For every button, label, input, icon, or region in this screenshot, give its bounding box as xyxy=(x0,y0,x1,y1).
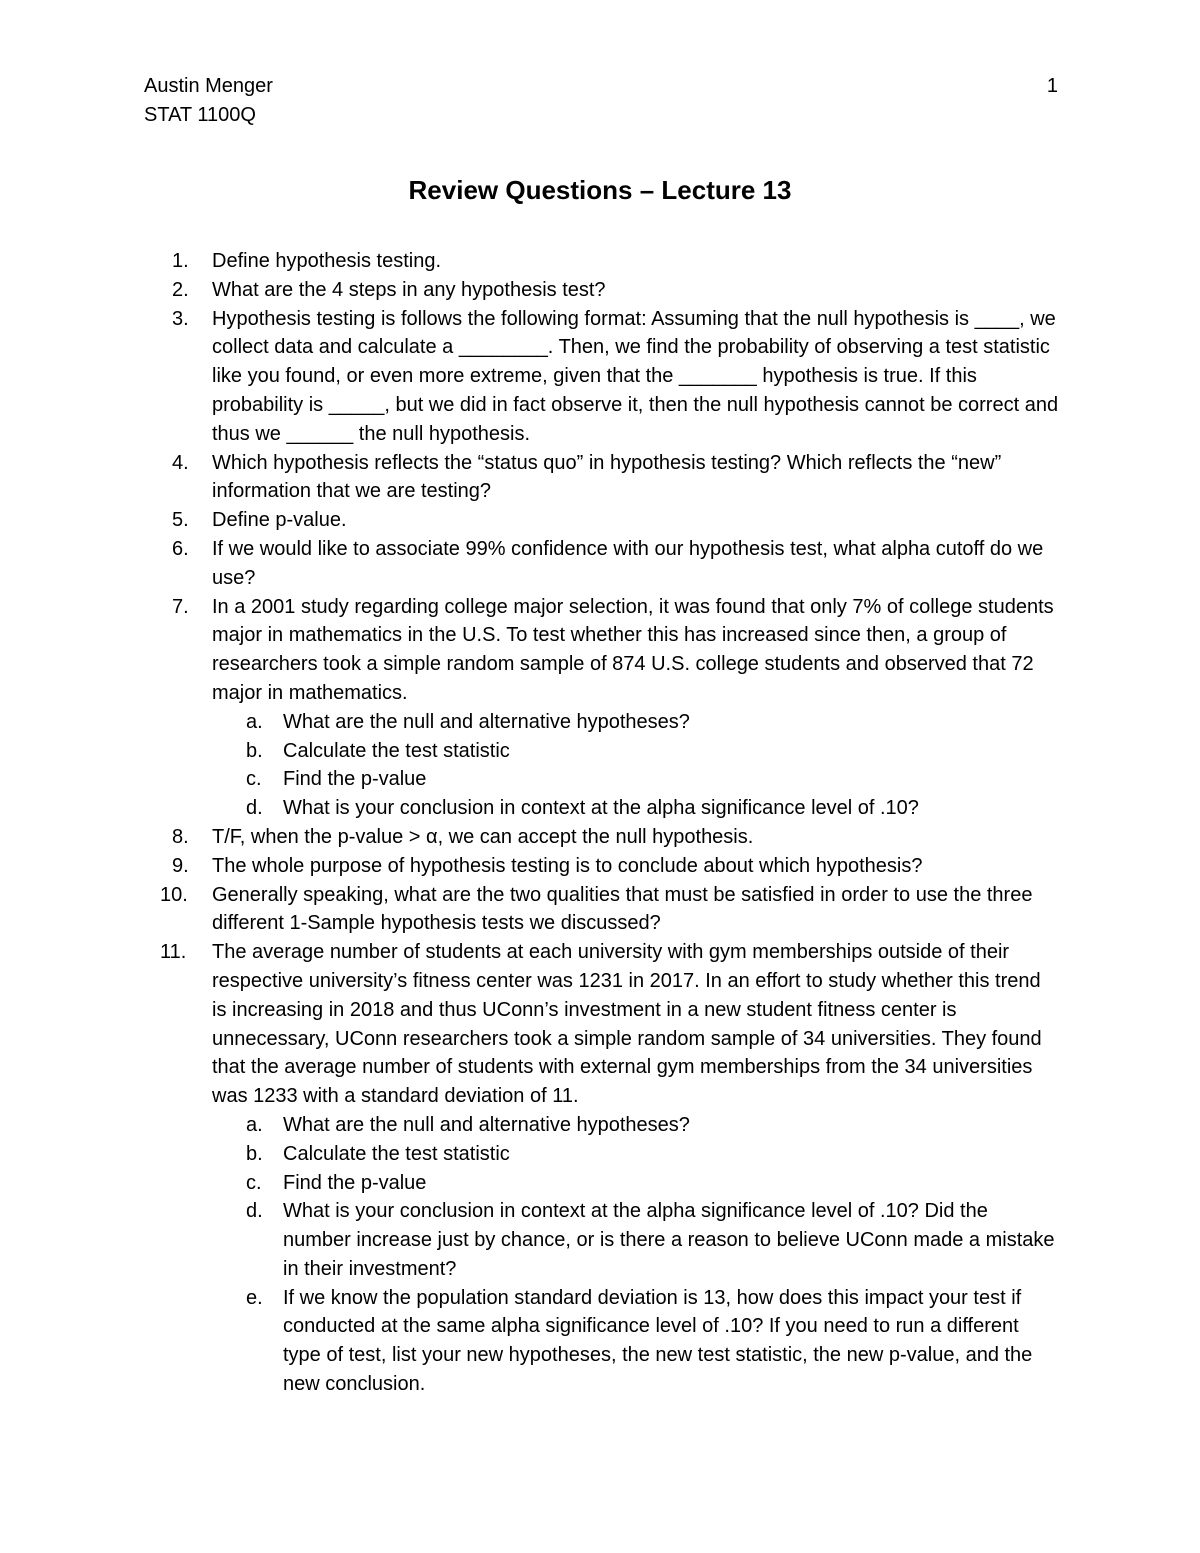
question-text: What are the 4 steps in any hypothesis test? xyxy=(212,278,606,301)
sub-question-letter: a. xyxy=(246,710,263,733)
sub-question-letter: d. xyxy=(246,797,263,820)
page-header-left xyxy=(144,72,273,130)
question-item xyxy=(144,823,1059,852)
sub-question-text: Find the p-value xyxy=(283,1171,427,1194)
question-number: 6. xyxy=(172,537,189,560)
question-text: Hypothesis testing is follows the following format: Assuming that the null hypothesis is ____, we collect data and calculate a ________. Then, we find the probability of observing a test statistic like you found, or even more extreme, given that the _______ hypothesis is true. If this probability is _____, but we did in fact observe it, then the null hypothesis cannot be correct and thus we ______ the null hypothesis. xyxy=(212,307,1059,445)
sub-question-item xyxy=(144,1111,1059,1140)
sub-question-letter: b. xyxy=(246,739,263,762)
question-text: Define hypothesis testing. xyxy=(212,250,442,272)
question-text: Which hypothesis reflects the “status quo” in hypothesis testing? Which reflects the “new” information that we are testing? xyxy=(212,451,1002,503)
sub-question-text: Calculate the test statistic xyxy=(283,1142,510,1165)
sub-question-item xyxy=(144,1140,1059,1169)
question-number: 3. xyxy=(172,307,189,330)
author-name: Austin Menger xyxy=(144,75,273,97)
question-text: The average number of students at each university with gym memberships outside of their respective university’s fitness center was 1231 in 2017. In an effort to study whether this trend is increasing in 2018 and thus UConn’s investment in a new student fitness center is unnecessary, UConn researchers took a simple random sample of 34 universities. They found that the average number of students with external gym memberships from the 34 universities was 1233 with a standard deviation of 11. xyxy=(212,941,1042,1108)
question-number: 5. xyxy=(172,509,189,532)
sub-question-item xyxy=(144,708,1059,737)
sub-question-item xyxy=(144,765,1059,794)
question-number: 11. xyxy=(160,941,187,964)
sub-question-item xyxy=(144,794,1059,823)
question-number: 10. xyxy=(160,883,188,906)
question-number: 9. xyxy=(172,854,189,877)
question-text: In a 2001 study regarding college major selection, it was found that only 7% of college students major in mathematics in the U.S. To test whether this has increased since then, a group of researchers took a simple random sample of 874 U.S. college students and observed that 72 major in mathematics. xyxy=(212,595,1054,704)
sub-question-letter: b. xyxy=(246,1142,263,1165)
question-item xyxy=(144,593,1059,823)
question-text: T/F, when the p-value > α, we can accept the null hypothesis. xyxy=(212,825,754,848)
question-item xyxy=(144,305,1059,449)
sub-question-item xyxy=(144,1197,1059,1283)
sub-question-item xyxy=(144,1169,1059,1198)
sub-question-item xyxy=(144,737,1059,766)
sub-question-text: Find the p-value xyxy=(283,768,427,791)
sub-question-letter: c. xyxy=(246,1171,262,1194)
sub-question-letter: c. xyxy=(246,768,262,791)
sub-question-text: What is your conclusion in context at the alpha significance level of .10? xyxy=(283,797,919,820)
question-item xyxy=(144,535,1059,593)
course-code: STAT 1100Q xyxy=(144,104,256,126)
question-number: 7. xyxy=(172,595,189,618)
question-item xyxy=(144,276,1059,305)
question-number: 1. xyxy=(172,250,189,272)
question-item xyxy=(144,247,1059,276)
sub-question-letter: d. xyxy=(246,1200,263,1223)
sub-question-letter: e. xyxy=(246,1286,263,1309)
question-text: If we would like to associate 99% confidence with our hypothesis test, what alpha cutoff do we use? xyxy=(212,537,1044,589)
question-item xyxy=(144,881,1059,939)
question-number: 8. xyxy=(172,825,189,848)
page-number: 1 xyxy=(1046,75,1058,97)
question-item xyxy=(144,938,1059,1399)
question-item xyxy=(144,852,1059,881)
sub-question-letter: a. xyxy=(246,1113,263,1136)
sub-question-item xyxy=(144,1284,1059,1399)
question-text: Define p-value. xyxy=(212,509,347,532)
sub-question-text: What are the null and alternative hypotheses? xyxy=(283,710,690,733)
question-number: 4. xyxy=(172,451,189,474)
page-title: Review Questions – Lecture 13 xyxy=(408,175,792,205)
sub-question-text: What is your conclusion in context at the alpha significance level of .10? Did the number increase just by chance, or is there a reason to believe UConn made a mistake in their investment? xyxy=(283,1200,1055,1280)
sub-question-text: What are the null and alternative hypotheses? xyxy=(283,1113,690,1136)
sub-question-text: Calculate the test statistic xyxy=(283,739,510,762)
sub-question-text: If we know the population standard deviation is 13, how does this impact your test if conducted at the same alpha significance level of .10? If you need to run a different type of test, list your new hypotheses, the new test statistic, the new p-value, and the new conclusion. xyxy=(283,1286,1033,1396)
question-text: The whole purpose of hypothesis testing is to conclude about which hypothesis? xyxy=(212,854,923,877)
question-item xyxy=(144,506,1059,535)
question-text: Generally speaking, what are the two qualities that must be satisfied in order to use the three different 1-Sample hypothesis tests we discussed? xyxy=(212,883,1033,935)
question-list xyxy=(144,247,1059,1399)
question-item xyxy=(144,449,1059,507)
question-number: 2. xyxy=(172,278,189,301)
